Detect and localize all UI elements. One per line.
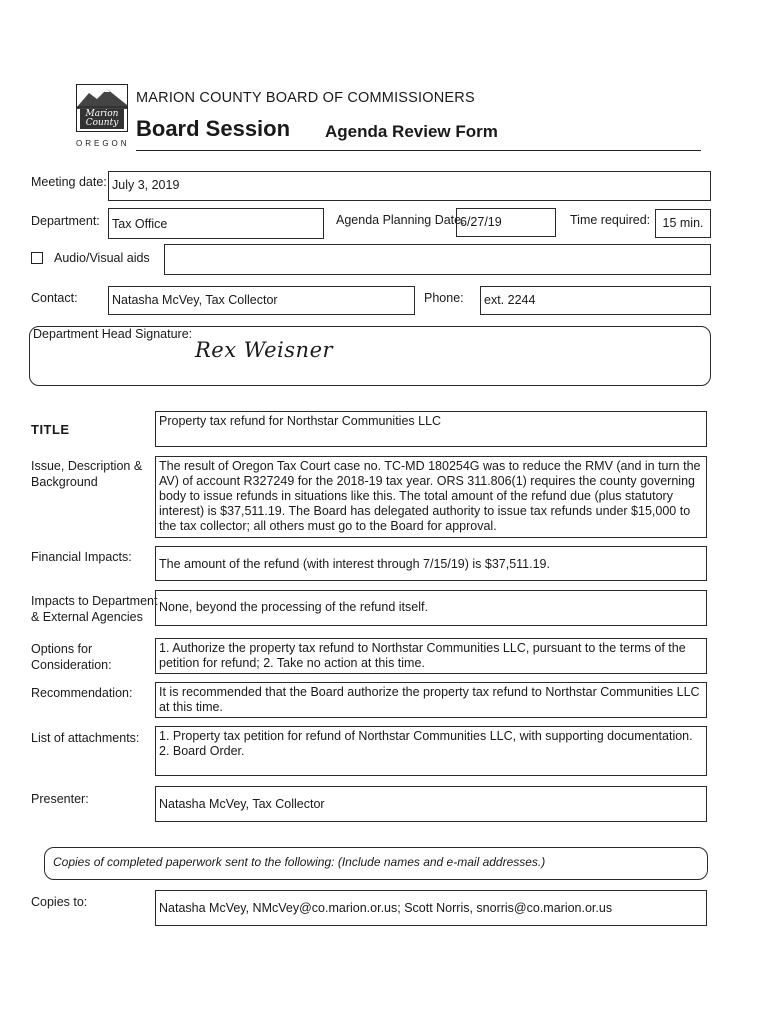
department-field[interactable]	[108, 208, 324, 239]
phone-value: ext. 2244	[484, 293, 536, 307]
organization-name: MARION COUNTY BOARD OF COMMISSIONERS	[136, 90, 475, 106]
attachment-item: 2. Board Order.	[159, 744, 245, 758]
attachments-label: List of attachments:	[31, 731, 140, 745]
impacts-value: None, beyond the processing of the refund itself.	[159, 600, 428, 614]
attachments-field[interactable]	[155, 726, 707, 776]
meeting-date-field[interactable]	[108, 171, 711, 201]
financial-value: The amount of the refund (with interest through 7/15/19) is $37,511.19.	[159, 557, 550, 571]
options-label-line2: Consideration:	[31, 658, 112, 672]
page-title: Board Session	[136, 116, 291, 141]
av-aids-value	[165, 245, 710, 249]
copies-note-box	[44, 847, 708, 880]
issue-label-line1: Issue, Description &	[31, 459, 143, 473]
contact-field[interactable]	[108, 286, 415, 315]
county-logo	[76, 84, 128, 132]
impacts-label-line1: Impacts to Department	[31, 594, 158, 608]
attachment-item: 1. Property tax petition for refund of Northstar Communities LLC, with supporting documentation.	[159, 729, 693, 743]
impacts-label-line2: & External Agencies	[31, 610, 143, 624]
financial-label: Financial Impacts:	[31, 550, 132, 564]
av-aids-label: Audio/Visual aids	[54, 251, 150, 265]
header-divider	[136, 150, 701, 151]
meeting-date-label: Meeting date:	[31, 175, 107, 189]
presenter-field[interactable]	[155, 786, 707, 822]
av-aids-field[interactable]	[164, 244, 711, 275]
issue-label-line2: Background	[31, 475, 98, 489]
copies-field[interactable]	[155, 890, 707, 926]
planning-date-value: 6/27/19	[460, 215, 502, 229]
planning-date-field[interactable]	[456, 208, 556, 237]
copies-value: Natasha McVey, NMcVey@co.marion.or.us; Scott Norris, snorris@co.marion.or.us	[159, 901, 613, 915]
time-required-field[interactable]	[655, 209, 711, 238]
copies-note: Copies of completed paperwork sent to the following: (Include names and e-mail addresses.)	[53, 855, 546, 869]
recommendation-field[interactable]	[155, 682, 707, 718]
options-field[interactable]	[155, 638, 707, 674]
title-field[interactable]	[155, 411, 707, 447]
presenter-value: Natasha McVey, Tax Collector	[159, 797, 325, 811]
signature-label: Department Head Signature:	[33, 327, 193, 341]
page-subtitle: Agenda Review Form	[325, 122, 498, 141]
av-aids-checkbox[interactable]	[31, 252, 43, 264]
time-required-value: 15 min.	[662, 216, 704, 230]
planning-date-label: Agenda Planning Date:	[336, 213, 465, 227]
options-label-line1: Options for	[31, 642, 93, 656]
department-label: Department:	[31, 214, 100, 228]
signature-value: Rex Weisner	[195, 338, 334, 362]
mountain-icon	[77, 85, 127, 109]
contact-value: Natasha McVey, Tax Collector	[112, 293, 278, 307]
copies-label: Copies to:	[31, 895, 88, 909]
recommendation-value: It is recommended that the Board authorize the property tax refund to Northstar Communities LLC at this time.	[159, 685, 700, 714]
phone-field[interactable]	[480, 286, 711, 315]
recommendation-label: Recommendation:	[31, 686, 133, 700]
title-label: TITLE	[31, 422, 70, 437]
meeting-date-value: July 3, 2019	[112, 178, 180, 192]
issue-value: The result of Oregon Tax Court case no. TC-MD 180254G was to reduce the RMV (and in turn the AV) of account R327249 for the 2018-19 tax year. ORS 311.806(1) requires the county governing body to issue refunds in situations like this. The total amount of the refund due (plus statutory interest) is $37,511.19. The Board has delegated authority to issue tax refunds under $15,000 to the tax collector; all others must go to the Board for approval.	[159, 459, 701, 533]
time-required-label: Time required:	[570, 213, 651, 227]
department-value: Tax Office	[112, 217, 168, 231]
presenter-label: Presenter:	[31, 792, 89, 806]
issue-field[interactable]	[155, 456, 707, 538]
phone-label: Phone:	[424, 291, 464, 305]
impacts-field[interactable]	[155, 590, 707, 626]
options-value: 1. Authorize the property tax refund to Northstar Communities LLC, pursuant to the terms of the petition for refund; 2. Take no action at this time.	[159, 641, 686, 670]
state-label: OREGON	[76, 139, 130, 148]
logo-text: Marion County	[80, 109, 124, 129]
title-value: Property tax refund for Northstar Communities LLC	[159, 414, 442, 428]
contact-label: Contact:	[31, 291, 78, 305]
financial-field[interactable]	[155, 546, 707, 581]
